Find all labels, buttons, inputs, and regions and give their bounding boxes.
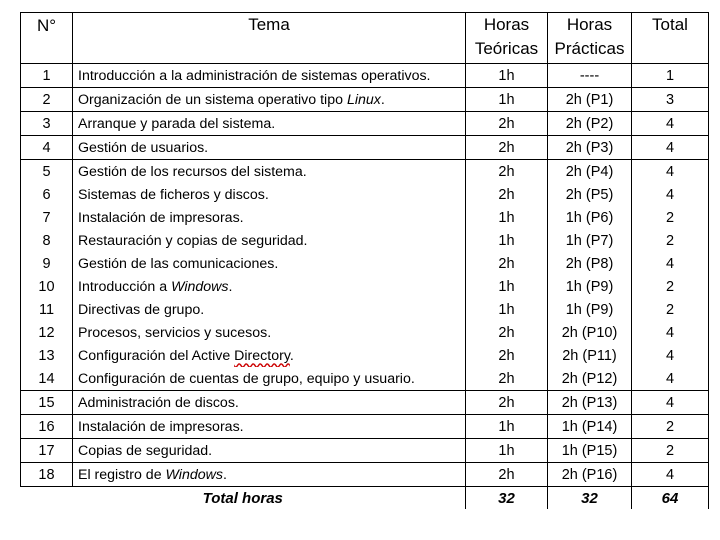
header-horas-teoricas: Horas Teóricas	[466, 13, 548, 64]
row-horas-practicas: 2h (P16)	[548, 463, 632, 487]
row-number: 11	[21, 298, 73, 321]
table-row	[21, 64, 709, 88]
total-row	[21, 487, 709, 510]
row-number: 10	[21, 275, 73, 298]
row-horas-teoricas: 1h	[466, 275, 548, 298]
row-number: 2	[21, 88, 73, 112]
row-number: 7	[21, 206, 73, 229]
topic-text: Restauración y copias de seguridad.	[78, 232, 308, 249]
row-number: 14	[21, 367, 73, 391]
row-horas-practicas: 1h (P15)	[548, 439, 632, 463]
row-horas-practicas: 2h (P13)	[548, 391, 632, 415]
row-number: 8	[21, 229, 73, 252]
row-total: 1	[632, 64, 709, 88]
row-topic	[73, 160, 466, 184]
row-topic	[73, 252, 466, 275]
table-row	[21, 112, 709, 136]
row-horas-practicas: 1h (P7)	[548, 229, 632, 252]
table-row	[21, 275, 709, 298]
row-total: 2	[632, 298, 709, 321]
row-horas-teoricas: 2h	[466, 183, 548, 206]
row-horas-practicas: 1h (P6)	[548, 206, 632, 229]
row-number: 13	[21, 344, 73, 367]
row-topic	[73, 112, 466, 136]
table-row	[21, 321, 709, 344]
topic-text: Copias de seguridad.	[78, 442, 213, 459]
row-total: 2	[632, 275, 709, 298]
row-topic	[73, 136, 466, 160]
row-topic	[73, 88, 466, 112]
topic-text: Gestión de las comunicaciones.	[78, 255, 279, 272]
table-row	[21, 439, 709, 463]
table-row	[21, 463, 709, 487]
table-row	[21, 391, 709, 415]
row-number: 16	[21, 415, 73, 439]
topic-text: Organización de un sistema operativo tipo	[78, 91, 347, 108]
table-header-row	[21, 13, 709, 64]
row-total: 4	[632, 391, 709, 415]
row-horas-practicas: 2h (P8)	[548, 252, 632, 275]
table-row	[21, 229, 709, 252]
row-horas-teoricas: 2h	[466, 463, 548, 487]
course-hours-table	[20, 12, 709, 509]
table-row	[21, 415, 709, 439]
row-total: 4	[632, 321, 709, 344]
row-total: 2	[632, 415, 709, 439]
topic-text-tail: .	[380, 91, 385, 108]
row-topic	[73, 344, 466, 367]
header-num: N°	[21, 13, 73, 64]
row-horas-teoricas: 2h	[466, 112, 548, 136]
row-horas-teoricas: 2h	[466, 321, 548, 344]
topic-text: Instalación de impresoras.	[78, 209, 244, 226]
topic-text: Sistemas de ficheros y discos.	[78, 186, 269, 203]
topic-text: Configuración de cuentas de grupo, equipo y usuario.	[78, 370, 415, 387]
row-number: 4	[21, 136, 73, 160]
topic-text: Instalación de impresoras.	[78, 418, 244, 435]
row-horas-practicas: 1h (P9)	[548, 298, 632, 321]
row-topic	[73, 206, 466, 229]
row-total: 2	[632, 206, 709, 229]
topic-emphasis: Windows	[171, 278, 229, 295]
row-topic	[73, 183, 466, 206]
topic-text: Administración de discos.	[78, 394, 239, 411]
row-topic	[73, 229, 466, 252]
total-label: Total horas	[21, 487, 466, 510]
row-horas-teoricas: 1h	[466, 229, 548, 252]
row-horas-practicas: ----	[548, 64, 632, 88]
row-number: 1	[21, 64, 73, 88]
topic-text: Gestión de los recursos del sistema.	[78, 163, 307, 180]
row-horas-practicas: 2h (P2)	[548, 112, 632, 136]
row-topic	[73, 463, 466, 487]
table-row	[21, 298, 709, 321]
topic-text-tail: .	[228, 278, 233, 295]
topic-text: Configuración del Active	[78, 347, 235, 364]
row-horas-practicas: 2h (P11)	[548, 344, 632, 367]
topic-text: El registro de	[78, 466, 166, 483]
table-row	[21, 252, 709, 275]
row-horas-teoricas: 1h	[466, 206, 548, 229]
total-sum: 64	[632, 487, 709, 510]
row-horas-teoricas: 2h	[466, 367, 548, 391]
row-horas-teoricas: 1h	[466, 88, 548, 112]
row-horas-teoricas: 1h	[466, 415, 548, 439]
row-horas-practicas: 2h (P12)	[548, 367, 632, 391]
row-topic	[73, 298, 466, 321]
row-number: 9	[21, 252, 73, 275]
header-total: Total	[632, 13, 709, 64]
table-row	[21, 367, 709, 391]
table-row	[21, 160, 709, 184]
row-horas-teoricas: 2h	[466, 391, 548, 415]
row-total: 2	[632, 229, 709, 252]
row-topic	[73, 321, 466, 344]
row-topic	[73, 64, 466, 88]
table-row	[21, 206, 709, 229]
row-topic	[73, 415, 466, 439]
row-number: 18	[21, 463, 73, 487]
row-total: 2	[632, 439, 709, 463]
row-horas-practicas: 1h (P14)	[548, 415, 632, 439]
table-row	[21, 344, 709, 367]
row-horas-teoricas: 2h	[466, 252, 548, 275]
header-tema: Tema	[73, 13, 466, 64]
row-total: 4	[632, 136, 709, 160]
row-topic	[73, 439, 466, 463]
row-total: 4	[632, 160, 709, 184]
row-horas-practicas: 2h (P10)	[548, 321, 632, 344]
row-horas-practicas: 2h (P4)	[548, 160, 632, 184]
topic-text-tail: .	[222, 466, 227, 483]
row-number: 15	[21, 391, 73, 415]
total-practicas: 32	[548, 487, 632, 510]
row-horas-practicas: 2h (P1)	[548, 88, 632, 112]
row-total: 4	[632, 344, 709, 367]
row-horas-practicas: 1h (P9)	[548, 275, 632, 298]
topic-emphasis: Windows	[165, 466, 223, 483]
topic-text: Directivas de grupo.	[78, 301, 205, 318]
row-topic	[73, 367, 466, 391]
row-number: 12	[21, 321, 73, 344]
topic-text: Gestión de usuarios.	[78, 139, 209, 156]
row-topic	[73, 275, 466, 298]
row-horas-teoricas: 1h	[466, 439, 548, 463]
row-horas-practicas: 2h (P3)	[548, 136, 632, 160]
row-number: 17	[21, 439, 73, 463]
row-total: 4	[632, 367, 709, 391]
topic-spellcheck-word: Directory	[234, 347, 290, 364]
table-row	[21, 183, 709, 206]
row-horas-teoricas: 2h	[466, 160, 548, 184]
row-number: 3	[21, 112, 73, 136]
row-horas-practicas: 2h (P5)	[548, 183, 632, 206]
topic-text-tail: .	[289, 347, 294, 364]
topic-emphasis: Linux	[346, 91, 381, 108]
row-horas-teoricas: 2h	[466, 136, 548, 160]
row-horas-teoricas: 2h	[466, 344, 548, 367]
table-row	[21, 88, 709, 112]
row-total: 4	[632, 252, 709, 275]
row-topic	[73, 391, 466, 415]
topic-text: Introducción a	[78, 278, 172, 295]
topic-text: Procesos, servicios y sucesos.	[78, 324, 272, 341]
total-teoricas: 32	[466, 487, 548, 510]
row-horas-teoricas: 1h	[466, 64, 548, 88]
row-total: 4	[632, 112, 709, 136]
row-total: 4	[632, 183, 709, 206]
topic-text: Introducción a la administración de sistemas operativos.	[78, 67, 431, 84]
header-horas-practicas: Horas Prácticas	[548, 13, 632, 64]
row-number: 5	[21, 160, 73, 184]
topic-text: Arranque y parada del sistema.	[78, 115, 276, 132]
table-row	[21, 136, 709, 160]
row-number: 6	[21, 183, 73, 206]
row-horas-teoricas: 1h	[466, 298, 548, 321]
row-total: 3	[632, 88, 709, 112]
row-total: 4	[632, 463, 709, 487]
